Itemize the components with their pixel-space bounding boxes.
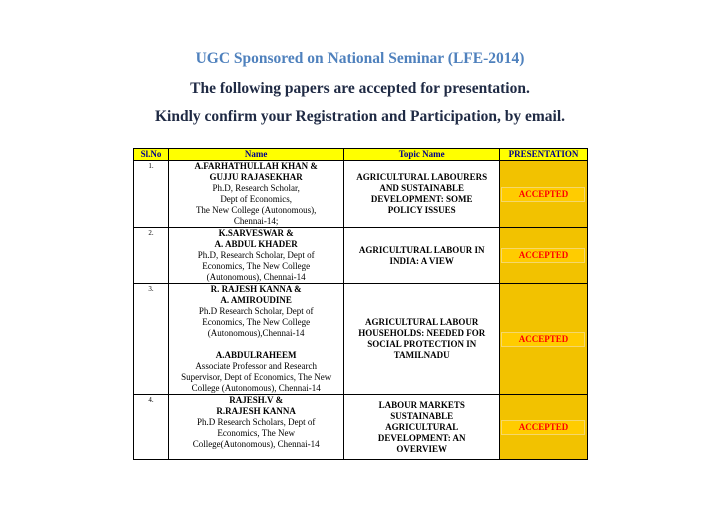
topic-line: LABOUR MARKETS: [378, 399, 465, 410]
table-row: [134, 395, 588, 460]
author-name: R.RAJESH KANNA: [216, 406, 296, 416]
author-cell: [168, 284, 344, 395]
author-affiliation: Supervisor, Dept of Economics, The New: [181, 372, 332, 382]
status-badge: ACCEPTED: [501, 420, 585, 435]
topic-line: DEVELOPMENT: AN: [377, 432, 466, 443]
presentation-status-cell: [499, 284, 587, 395]
topic-line: DEVELOPMENT: SOME: [370, 194, 473, 204]
topic-line: TAMILNADU: [393, 350, 450, 360]
author-name: A. ABDUL KHADER: [214, 239, 298, 249]
author-affiliation: [171, 339, 342, 350]
subtitle-accepted: The following papers are accepted for presentation.: [190, 80, 530, 97]
status-badge: ACCEPTED: [501, 187, 585, 202]
author-affiliation: (Autonomous),Chennai-14: [207, 328, 305, 338]
topic-line: SOCIAL PROTECTION IN: [367, 339, 477, 349]
author-affiliation: Economics, The New College: [202, 317, 311, 327]
page-title: UGC Sponsored on National Seminar (LFE-2014): [195, 50, 525, 67]
serial-number: 3.: [134, 284, 169, 395]
topic-line: AGRICULTURAL: [385, 421, 459, 432]
presentation-status-cell: [499, 161, 587, 228]
presentation-status-cell: [499, 228, 587, 284]
author-name: K.SARVESWAR &: [218, 228, 294, 238]
status-badge: ACCEPTED: [501, 332, 585, 347]
topic-cell: [344, 284, 500, 395]
topic-line: AGRICULTURAL LABOURERS: [356, 172, 488, 182]
author-cell: [168, 228, 344, 284]
author-affiliation: Ph.D, Research Scholar, Dept of: [197, 250, 315, 260]
column-header-presentation: PRESENTATION: [499, 149, 587, 161]
topic-line: HOUSEHOLDS: NEEDED FOR: [358, 328, 486, 338]
topic-line: OVERVIEW: [396, 443, 448, 454]
topic-line: AGRICULTURAL LABOUR: [364, 317, 479, 327]
author-name: GUJJU RAJASEKHAR: [209, 172, 303, 182]
author-cell: [168, 395, 344, 460]
table-row: [134, 284, 588, 395]
author-name: A.ABDULRAHEEM: [215, 350, 297, 360]
column-header-slno: Sl.No: [134, 149, 169, 161]
author-affiliation: Economics, The New College: [202, 261, 311, 271]
author-affiliation: Ph.D Research Scholar, Dept of: [198, 306, 314, 316]
author-affiliation: Economics, The New: [217, 428, 295, 438]
topic-line: POLICY ISSUES: [387, 205, 456, 215]
table-header-row: [134, 149, 588, 161]
column-header-topic: Topic Name: [344, 149, 500, 161]
author-affiliation: (Autonomous), Chennai-14: [206, 272, 306, 282]
author-affiliation: College(Autonomous), Chennai-14: [192, 439, 320, 449]
author-affiliation: The New College (Autonomous),: [195, 205, 317, 215]
topic-line: AND SUSTAINABLE: [379, 183, 465, 193]
topic-line: SUSTAINABLE: [390, 410, 454, 421]
serial-number: 2.: [134, 228, 169, 284]
table-row: [134, 228, 588, 284]
presentation-status-cell: [499, 395, 587, 460]
author-affiliation: Associate Professor and Research: [195, 361, 318, 371]
author-cell: [168, 161, 344, 228]
author-name: A.FARHATHULLAH KHAN &: [194, 161, 318, 171]
topic-cell: [344, 395, 500, 460]
topic-cell: [344, 228, 500, 284]
author-affiliation: Ph.D Research Scholars, Dept of: [196, 417, 316, 427]
column-header-name: Name: [168, 149, 344, 161]
topic-line: AGRICULTURAL LABOUR IN: [358, 244, 485, 255]
topic-cell: [344, 161, 500, 228]
author-affiliation: Ph.D, Research Scholar,: [212, 183, 300, 193]
subtitle-confirm: Kindly confirm your Registration and Participation, by email.: [154, 108, 566, 125]
status-badge: ACCEPTED: [501, 248, 585, 263]
author-affiliation: College (Autonomous), Chennai-14: [191, 383, 321, 393]
topic-line: INDIA: A VIEW: [389, 255, 454, 266]
author-affiliation: Chennai-14;: [233, 216, 279, 226]
author-name: RAJESH.V &: [229, 395, 284, 405]
serial-number: 4.: [134, 395, 169, 460]
author-name: R. RAJESH KANNA &: [210, 284, 302, 294]
author-name: A. AMIROUDINE: [220, 295, 292, 305]
author-affiliation: Dept of Economics,: [220, 194, 293, 204]
table-row: [134, 161, 588, 228]
accepted-papers-table: [133, 148, 588, 460]
serial-number: 1.: [134, 161, 169, 228]
